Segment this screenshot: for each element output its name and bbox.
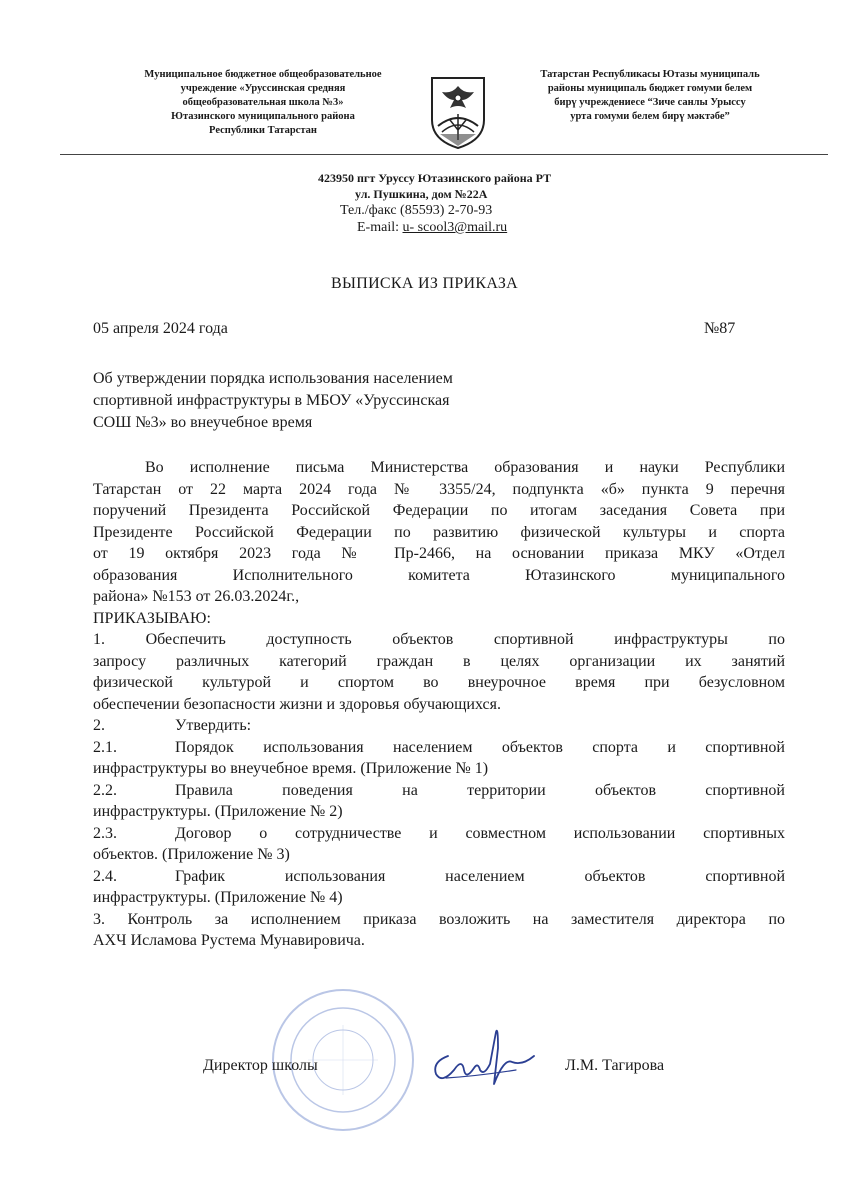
address-phone: Тел./факс (85593) 2-70-93 (340, 203, 493, 218)
signature-name: Л.М. Тагирова (565, 1057, 665, 1074)
item2 (93, 715, 785, 737)
sub-item-text: График использования населением объектов спортивной (175, 867, 785, 885)
header-left-org-name (108, 68, 418, 138)
preamble-line: поручений Президента Российской Федерации по итогам заседания Совета при (93, 502, 785, 519)
header-left-line: учреждение «Уруссинская средняя (180, 83, 346, 94)
signature-role: Директор школы (203, 1057, 318, 1074)
sub-item-continuation: инфраструктуры во внеучебное время. (Приложение № 1) (93, 760, 489, 777)
preamble-line: Президенте Российской Федерации по развитию физической культуры и спорта (93, 523, 785, 541)
coat-of-arms-icon (428, 74, 488, 150)
sub-item-number: 2.3. (93, 824, 117, 842)
item3-line: 3. Контроль за исполнением приказа возложить на заместителя директора по (93, 910, 785, 928)
preamble-line: Татарстан от 22 марта 2024 года № 3355/24, подпункта «б» пункта 9 перечня (93, 480, 785, 498)
preamble-line: образования Исполнительного комитета Ютазинского муниципального (93, 566, 785, 584)
document-subject (93, 368, 453, 434)
document-title: ВЫПИСКА ИЗ ПРИКАЗА (330, 275, 518, 292)
order-word: ПРИКАЗЫВАЮ: (93, 609, 211, 627)
header-right-line: Татарстан Республикасы Ютазы муниципаль (540, 69, 760, 80)
sub-item-number: 2.2. (93, 781, 117, 799)
header-divider (60, 154, 828, 155)
sub-item-number: 2.1. (93, 738, 117, 756)
item1-line: обеспечении безопасности жизни и здоровья обучающихся. (93, 695, 501, 713)
header-right-line: урта гомуми белем бирү мәктәбе” (570, 111, 730, 122)
handwritten-signature-icon (418, 1018, 538, 1093)
item2-text: Утвердить: (175, 717, 252, 734)
item1-line: физической культурой и спортом во внеурочное время при безусловном (93, 674, 785, 691)
header-right-line: бирү учреждениесе “Зиче санлы Урыссу (554, 97, 746, 108)
sub-item-2-4 (93, 866, 785, 888)
header-left-line: общеобразовательная школа №3» (182, 97, 344, 108)
header-left-line: Республики Татарстан (209, 125, 317, 136)
subject-line: СОШ №3» во внеучебное время (93, 414, 313, 431)
header-right-line: районы муниципаль бюджет гомуми белем (547, 83, 753, 94)
item2-number: 2. (93, 717, 105, 734)
document-body (93, 457, 785, 952)
header-left-line: Ютазинского муниципального района (171, 111, 355, 122)
item1-line: 1. Обеспечить доступность объектов спортивной инфраструктуры по (93, 631, 785, 648)
document-number: №87 (704, 320, 736, 337)
subject-line: спортивной инфраструктуры в МБОУ «Уруссинская (93, 392, 450, 409)
preamble-line: Во исполнение письма Министерства образования и науки Республики (145, 459, 785, 476)
address-email-line (357, 219, 507, 236)
preamble-line: района» №153 от 26.03.2024г., (93, 588, 300, 605)
email-link[interactable]: u- scool3@mail.ru (402, 220, 508, 235)
sub-item-continuation: объектов. (Приложение № 3) (93, 846, 290, 863)
sub-item-2-1 (93, 737, 785, 759)
subject-line: Об утверждении порядка использования населением (93, 370, 453, 387)
preamble-line: от 19 октября 2023 года № Пр-2466, на основании приказа МКУ «Отдел (93, 545, 785, 562)
item3-line: АХЧ Исламова Рустема Мунавировича. (93, 932, 365, 949)
address-line-2: ул. Пушкина, дом №22А (355, 187, 488, 201)
sub-item-number: 2.4. (93, 867, 117, 885)
sub-item-continuation: инфраструктуры. (Приложение № 2) (93, 803, 343, 820)
sub-item-text: Порядок использования населением объектов спорта и спортивной (175, 738, 785, 756)
header-left-line: Муниципальное бюджетное общеобразовательное (144, 69, 382, 80)
sub-item-2-3 (93, 823, 785, 845)
sub-item-continuation: инфраструктуры. (Приложение № 4) (93, 889, 343, 906)
sub-item-2-2 (93, 780, 785, 802)
sub-item-text: Договор о сотрудничестве и совместном использовании спортивных (175, 824, 785, 842)
document-date: 05 апреля 2024 года (93, 320, 228, 337)
header-right-org-name (500, 68, 800, 124)
item1-line: запросу различных категорий граждан в целях организации их занятий (93, 652, 785, 670)
email-label: E-mail: (357, 220, 403, 235)
sub-item-text: Правила поведения на территории объектов спортивной (175, 781, 785, 799)
address-line-1: 423950 пгт Уруссу Ютазинского района РТ (318, 171, 552, 185)
